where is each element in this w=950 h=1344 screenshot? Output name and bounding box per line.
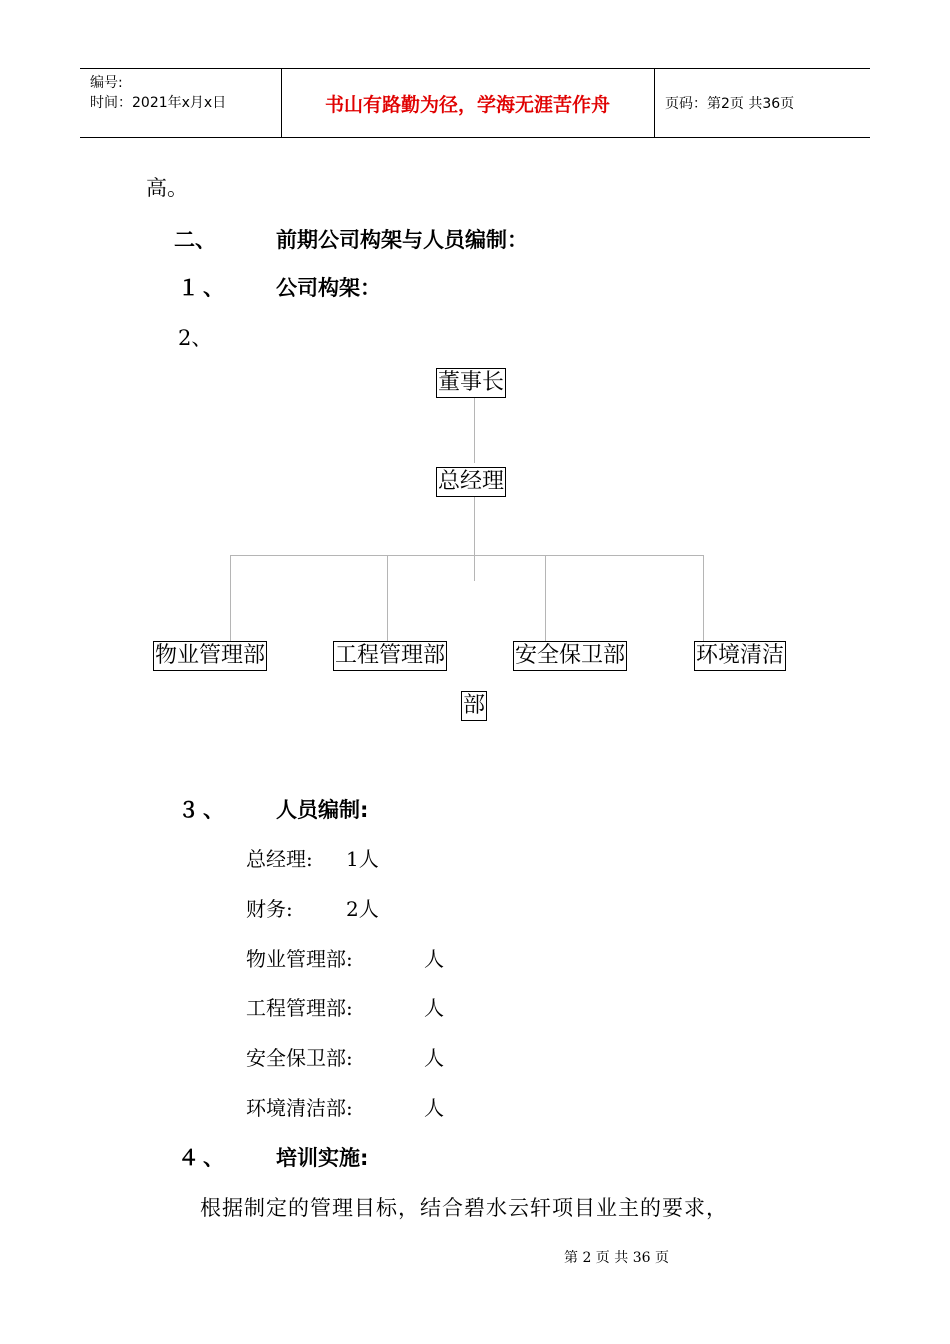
header-page-info: 页码：第2页 共36页: [665, 96, 795, 112]
page-footer: 第 2 页 共 36 页: [564, 1250, 669, 1266]
header-meta: [90, 73, 226, 113]
header-divider: [654, 69, 655, 137]
continued-text: 高。: [146, 176, 188, 200]
org-box-overflow: 部: [461, 691, 487, 721]
connector-line: [387, 555, 388, 641]
header-motto: 书山有路勤为径，学海无涯苦作舟: [324, 93, 610, 116]
document-date: 时间：2021年x月x日: [90, 95, 227, 111]
staff-count: 人: [424, 1096, 444, 1120]
item-title: 培训实施:: [276, 1146, 369, 1170]
staff-count: 2人: [346, 897, 379, 921]
org-box-department: 安全保卫部: [513, 641, 627, 671]
section-title: 前期公司构架与人员编制：: [276, 228, 528, 252]
connector-line: [545, 555, 546, 641]
org-box-department: 环境清洁: [694, 641, 786, 671]
item-title: 人员编制:: [276, 798, 369, 822]
item-number: 2、: [178, 326, 213, 350]
staff-role: 总经理:: [246, 847, 313, 871]
org-box-department: 工程管理部: [333, 641, 447, 671]
staff-role: 物业管理部:: [246, 947, 353, 971]
item-title: 公司构架：: [276, 276, 381, 300]
document-number-label: 编号:: [90, 75, 123, 91]
staff-count: 1人: [346, 847, 379, 871]
staff-role: 工程管理部:: [246, 996, 353, 1020]
connector-line: [230, 555, 704, 556]
org-box-chairman: 董事长: [436, 368, 506, 398]
staff-role: 财务:: [246, 897, 293, 921]
staff-role: 安全保卫部:: [246, 1046, 353, 1070]
section-number: 二、: [174, 228, 216, 252]
staff-count: 人: [424, 947, 444, 971]
item-number: ３、: [178, 798, 228, 822]
item-number: ４、: [178, 1146, 228, 1170]
connector-line: [230, 555, 231, 641]
connector-line: [474, 397, 475, 463]
item-number: １、: [178, 276, 228, 300]
connector-line: [474, 497, 475, 581]
staff-count: 人: [424, 996, 444, 1020]
page-header: [80, 68, 870, 138]
org-box-department: 物业管理部: [153, 641, 267, 671]
staff-role: 环境清洁部:: [246, 1096, 353, 1120]
org-box-general-manager: 总经理: [436, 467, 506, 497]
staff-count: 人: [424, 1046, 444, 1070]
connector-line: [703, 555, 704, 641]
paragraph: 根据制定的管理目标，结合碧水云轩项目业主的要求，: [200, 1196, 728, 1220]
